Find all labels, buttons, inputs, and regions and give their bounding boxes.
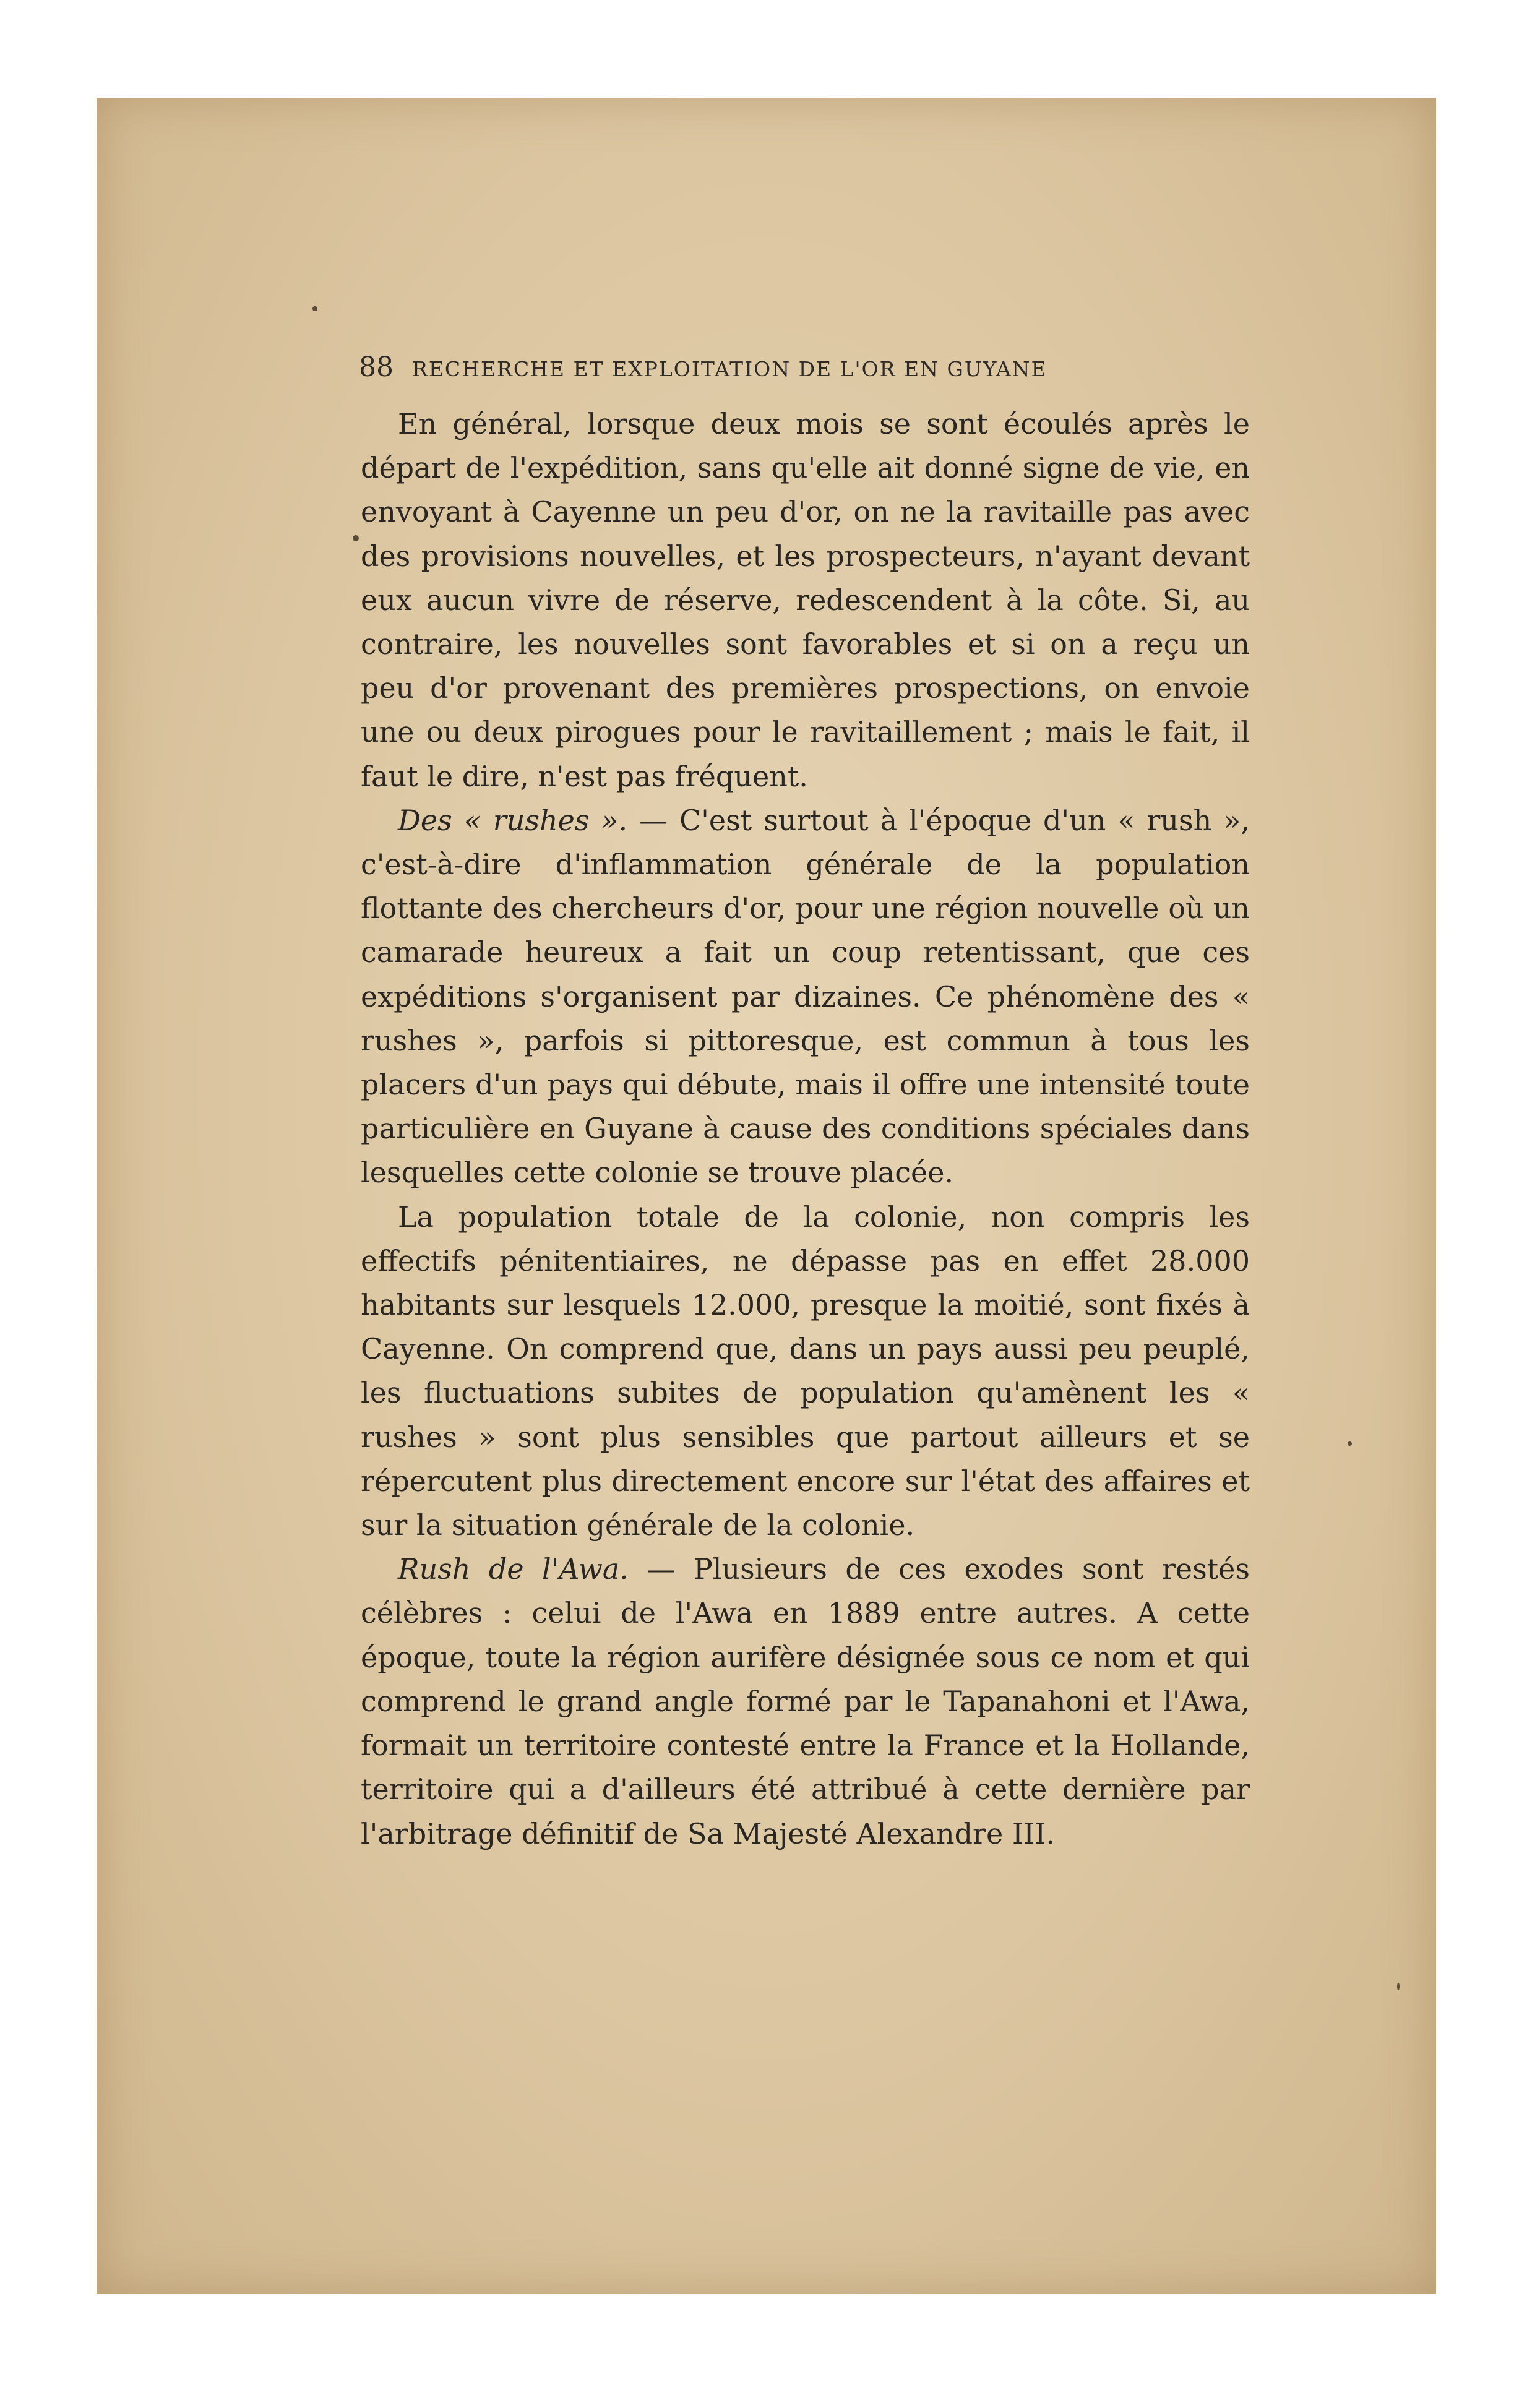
paragraph-general	[361, 402, 1250, 799]
section-lead-rushes: Des « rushes ».	[398, 803, 628, 837]
paper-speck	[312, 306, 317, 311]
body-text	[361, 402, 1250, 1856]
paragraph-rushes	[361, 799, 1250, 1195]
paragraph-population	[361, 1195, 1250, 1548]
running-header	[359, 351, 1250, 389]
page-number: 88	[359, 351, 394, 383]
paragraph-text: La population totale de la colonie, non compris les effectifs pénitentiaires, ne dépasse pas en effet 28.000 habitants sur lesquels 12.000, presque la moitié, sont fixés à Cayenne. On comprend que, dans un pays aussi peu peuplé, les fluctuations subites de population qu'amènent les « rushes » sont plus sensibles que partout ailleurs et se répercutent plus directement encore sur l'état des affaires et sur la situation générale de la colonie.	[361, 1200, 1250, 1542]
paragraph-awa	[361, 1547, 1250, 1855]
paper-speck	[1397, 1983, 1400, 1990]
running-title: RECHERCHE ET EXPLOITATION DE L'OR EN GUYANE	[412, 357, 1047, 381]
paragraph-text: — Plusieurs de ces exodes sont restés célèbres : celui de l'Awa en 1889 entre autres. A cette époque, toute la région aurifère désignée sous ce nom et qui comprend le grand angle formé par le Tapanahoni et l'Awa, formait un territoire contesté entre la France et la Hollande, territoire qui a d'ailleurs été attribué à cette dernière par l'arbitrage définitif de Sa Majesté Alexandre III.	[361, 1552, 1250, 1850]
paragraph-text: — C'est surtout à l'époque d'un « rush », c'est-à-dire d'inflammation générale de la population flottante des chercheurs d'or, pour une région nouvelle où un camarade heureux a fait un coup retentissant, que ces expéditions s'organisent par dizaines. Ce phénomène des « rushes », parfois si pittoresque, est commun à tous les placers d'un pays qui débute, mais il offre une intensité toute particulière en Guyane à cause des conditions spéciales dans lesquelles cette colonie se trouve placée.	[361, 803, 1250, 1190]
paper-speck	[1348, 1441, 1352, 1446]
paragraph-text: En général, lorsque deux mois se sont écoulés après le départ de l'expédition, sans qu'elle ait donné signe de vie, en envoyant à Cayenne un peu d'or, on ne la ravitaille pas avec des provisions nouvelles, et les prospecteurs, n'ayant devant eux aucun vivre de réserve, redescendent à la côte. Si, au contraire, les nouvelles sont favorables et si on a reçu un peu d'or provenant des premières prospections, on envoie une ou deux pirogues pour le ravitaillement ; mais le fait, il faut le dire, n'est pas fréquent.	[361, 407, 1250, 793]
section-lead-awa: Rush de l'Awa.	[398, 1552, 629, 1586]
paper-speck	[353, 535, 359, 541]
